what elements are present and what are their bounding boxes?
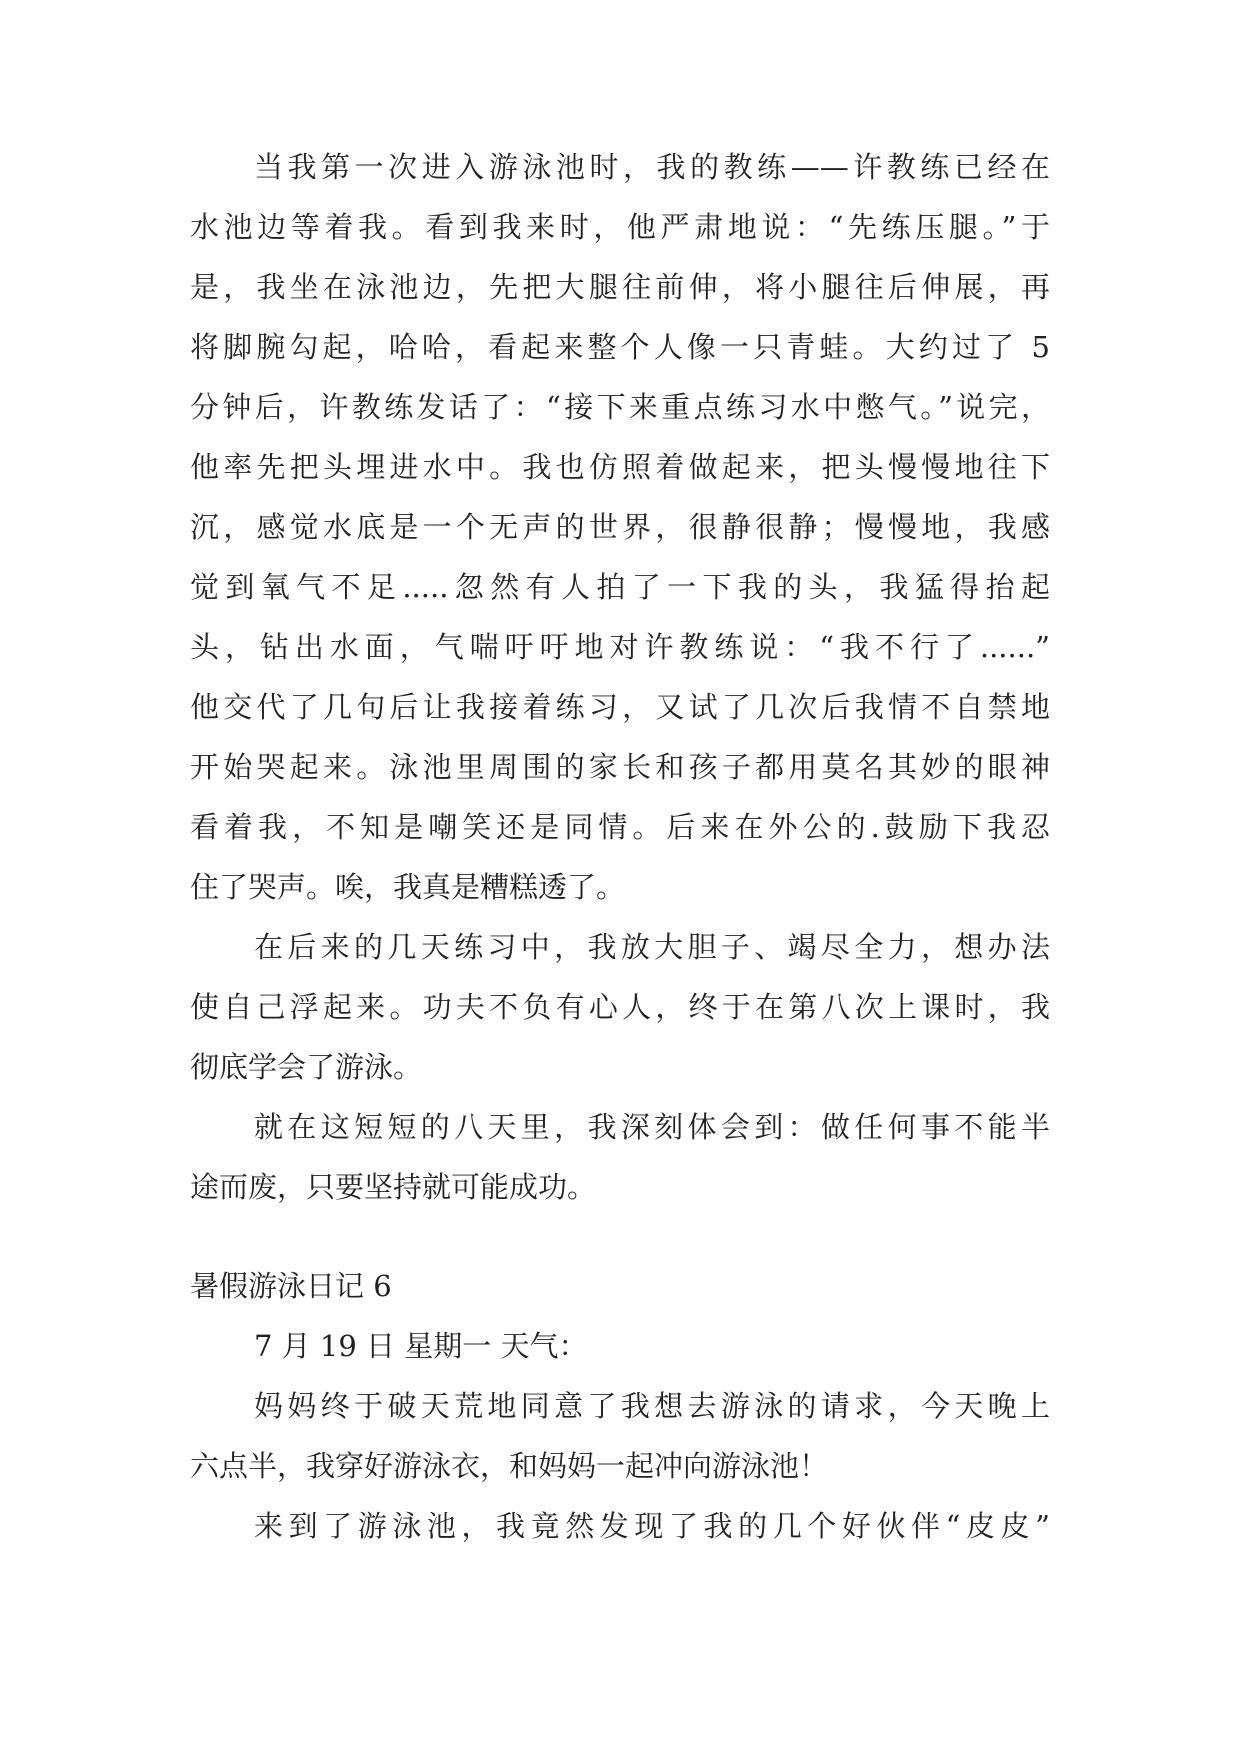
paragraph-4-line-2: 六点半，我穿好游泳衣，和妈妈一起冲向游泳池！ <box>190 1449 829 1483</box>
paragraph-3-line-2: 途而废，只要坚持就可能成功。 <box>190 1170 597 1204</box>
paragraph-1-line-5: 分钟后，许教练发话了：“接下来重点练习水中憋气。”说完， <box>190 390 1050 424</box>
paragraph-1-line-7: 沉，感觉水底是一个无声的世界，很静很静；慢慢地，我感 <box>190 510 1050 544</box>
paragraph-1-line-8: 觉到氧气不足.....忽然有人拍了一下我的头，我猛得抬起 <box>190 570 1050 604</box>
paragraph-1-line-1: 当我第一次进入游泳池时，我的教练——许教练已经在 <box>254 150 1050 184</box>
paragraph-5-line-1: 来到了游泳池，我竟然发现了我的几个好伙伴“皮皮” <box>254 1509 1050 1543</box>
paragraph-2-line-3: 彻底学会了游泳。 <box>190 1050 423 1084</box>
paragraph-2-line-1: 在后来的几天练习中，我放大胆子、竭尽全力，想办法 <box>254 930 1050 964</box>
paragraph-1-line-13: 住了哭声。唉，我真是糟糕透了。 <box>190 870 626 904</box>
paragraph-1-line-9: 头，钻出水面，气喘吁吁地对许教练说：“我不行了......” <box>190 630 1050 664</box>
paragraph-1-line-6: 他率先把头埋进水中。我也仿照着做起来，把头慢慢地往下 <box>190 450 1050 484</box>
paragraph-1-line-11: 开始哭起来。泳池里周围的家长和孩子都用莫名其妙的眼神 <box>190 750 1050 784</box>
paragraph-4-line-1: 妈妈终于破天荒地同意了我想去游泳的请求，今天晚上 <box>254 1389 1050 1423</box>
paragraph-1-line-3: 是，我坐在泳池边，先把大腿往前伸，将小腿往后伸展，再 <box>190 270 1050 304</box>
section-title: 暑假游泳日记 6 <box>190 1269 392 1303</box>
date-line: 7 月 19 日 星期一 天气： <box>254 1329 588 1363</box>
paragraph-1-line-10: 他交代了几句后让我接着练习，又试了几次后我情不自禁地 <box>190 690 1050 724</box>
paragraph-1-line-4: 将脚腕勾起，哈哈，看起来整个人像一只青蛙。大约过了 5 <box>190 330 1050 364</box>
paragraph-2-line-2: 使自己浮起来。功夫不负有心人，终于在第八次上课时，我 <box>190 990 1050 1024</box>
paragraph-1-line-2: 水池边等着我。看到我来时，他严肃地说：“先练压腿。”于 <box>190 210 1050 244</box>
paragraph-3-line-1: 就在这短短的八天里，我深刻体会到：做任何事不能半 <box>254 1110 1050 1144</box>
paragraph-1-line-12: 看着我，不知是嘲笑还是同情。后来在外公的.鼓励下我忍 <box>190 810 1050 844</box>
